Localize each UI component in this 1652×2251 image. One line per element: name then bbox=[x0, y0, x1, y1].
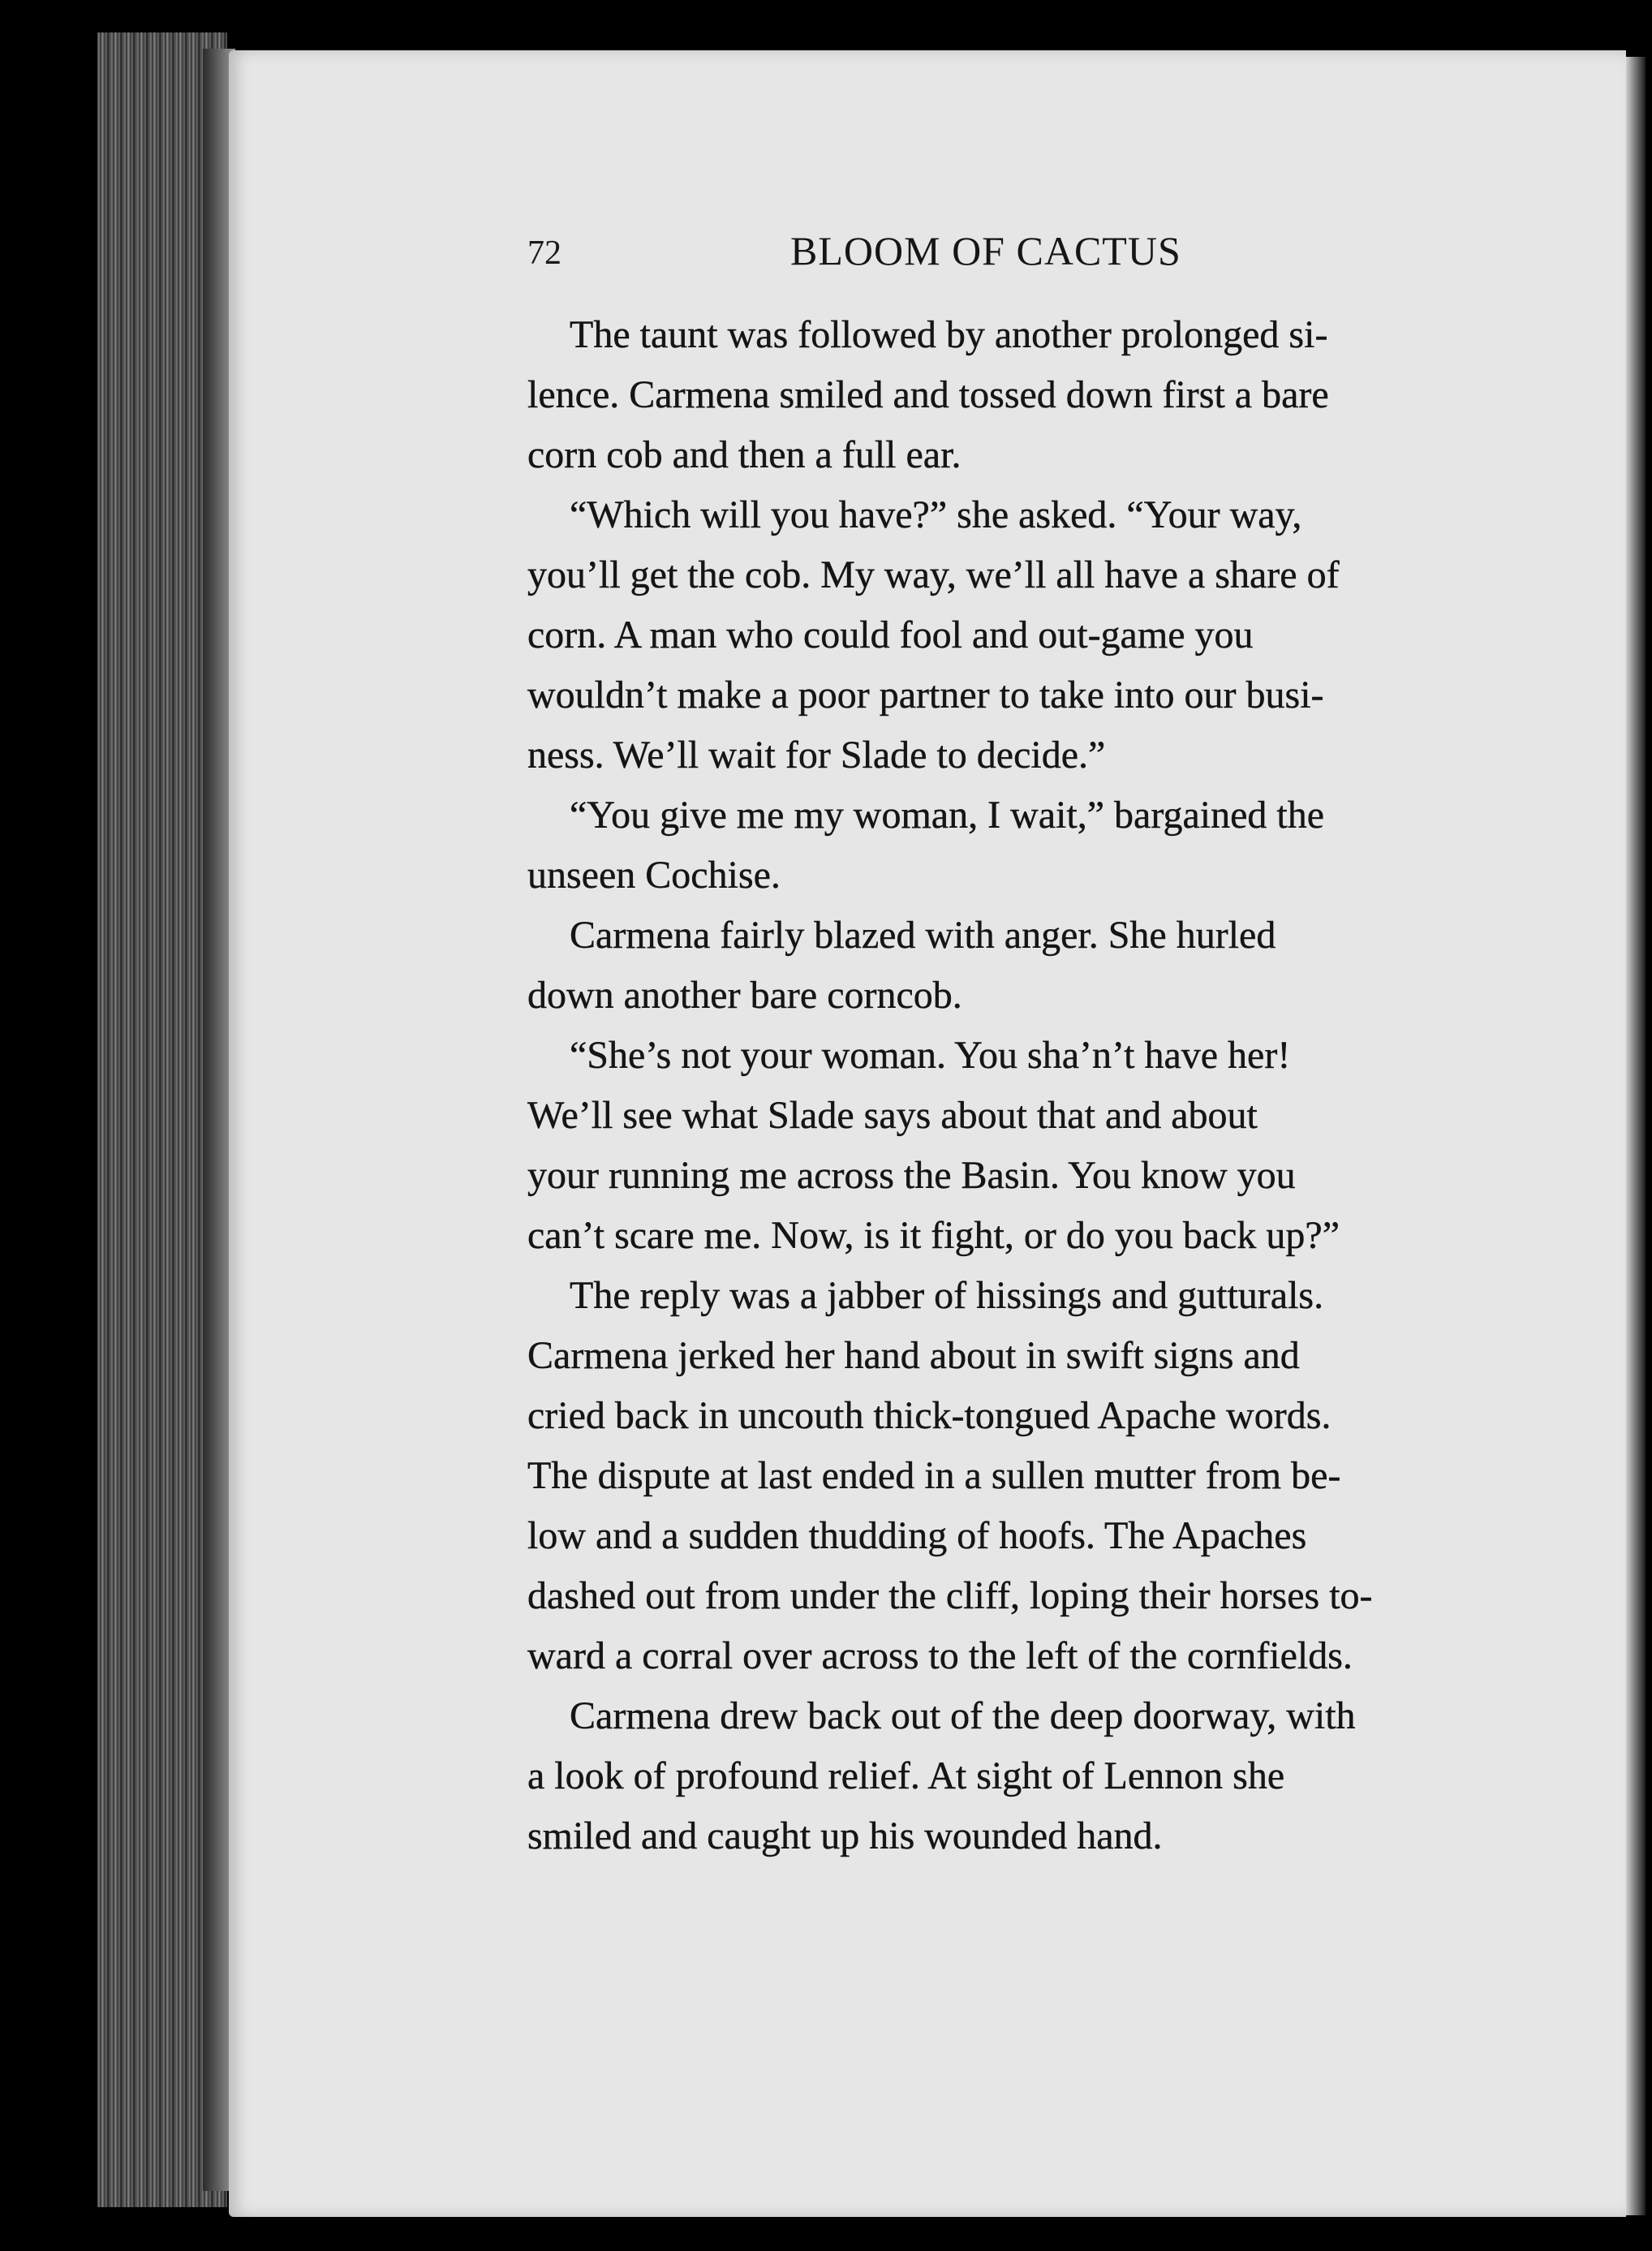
body-text bbox=[527, 305, 1495, 1866]
page-header bbox=[527, 227, 1225, 284]
page-right-edge bbox=[1626, 57, 1646, 2215]
page-number: 72 bbox=[527, 235, 561, 272]
paragraph: Carmena drew back out of the deep doorway, with a look of profound relief. At sight of Lennon she smiled and caught up his wounded hand. bbox=[527, 1694, 1356, 1857]
running-head: BLOOM OF CACTUS bbox=[790, 228, 1181, 273]
paragraph: The taunt was followed by another prolonged si- lence. Carmena smiled and tossed down first a bare corn cob and then a full ear. bbox=[527, 313, 1329, 476]
paragraph: The reply was a jabber of hissings and gutturals. Carmena jerked her hand about in swift signs and cried back in uncouth thick-tongued Apache words. The dispute at last ended in a sullen mutter from be- low and a sudden thudding of hoofs. The Apaches dashed out from under the cliff, loping their horses to- ward a corral over across to the left of the cornfields. bbox=[527, 1274, 1373, 1677]
paragraph: Carmena fairly blazed with anger. She hurled down another bare corncob. bbox=[527, 914, 1276, 1017]
paragraph: “Which will you have?” she asked. “Your way, you’ll get the cob. My way, we’ll all have a share of corn. A man who could fool and out-game you wouldn’t make a poor partner to take into our busi- ness. We’ll wait for Slade to decide.” bbox=[527, 493, 1340, 777]
paragraph: “She’s not your woman. You sha’n’t have her! We’ll see what Slade says about that and about your running me across the Basin. You know you can’t scare me. Now, is it fight, or do you back up?” bbox=[527, 1034, 1340, 1257]
paragraph: “You give me my woman, I wait,” bargained the unseen Cochise. bbox=[527, 794, 1325, 897]
